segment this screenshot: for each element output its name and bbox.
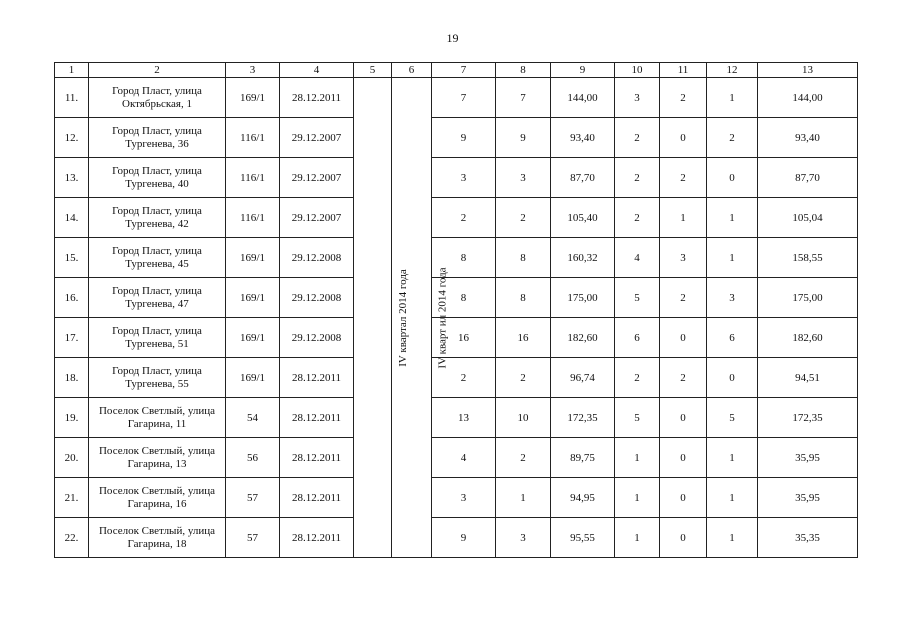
cell-area: 94,95 [551, 478, 615, 518]
cell-col8: 2 [496, 358, 551, 398]
cell-col11: 0 [660, 478, 707, 518]
cell-col13: 93,40 [758, 118, 858, 158]
cell-area: 89,75 [551, 438, 615, 478]
cell-col8: 8 [496, 278, 551, 318]
address-line-2: Тургенева, 55 [125, 377, 189, 390]
cell-col11: 2 [660, 158, 707, 198]
document-date: 28.12.2011 [280, 438, 354, 478]
cell-col13: 87,70 [758, 158, 858, 198]
row-number: 14. [55, 198, 89, 238]
cell-col13: 144,00 [758, 78, 858, 118]
cell-col11: 2 [660, 358, 707, 398]
row-number: 21. [55, 478, 89, 518]
cell-col10: 5 [615, 278, 660, 318]
address-line-1: Поселок Светлый, улица [98, 524, 215, 537]
cell-col7: 7 [432, 78, 496, 118]
document-number: 169/1 [226, 238, 280, 278]
address-line-2: Тургенева, 51 [125, 337, 189, 350]
document-number: 57 [226, 518, 280, 558]
address-line-1: Поселок Светлый, улица [98, 444, 215, 457]
address-line-2: Гагарина, 16 [127, 497, 187, 510]
address-cell [89, 198, 226, 238]
column-header: 4 [280, 63, 354, 78]
row-number: 18. [55, 358, 89, 398]
cell-col13: 158,55 [758, 238, 858, 278]
cell-col10: 4 [615, 238, 660, 278]
cell-col12: 3 [707, 278, 758, 318]
row-number: 20. [55, 438, 89, 478]
cell-area: 175,00 [551, 278, 615, 318]
address-line-1: Город Пласт, улица [112, 124, 202, 137]
cell-col12: 1 [707, 78, 758, 118]
column-header: 8 [496, 63, 551, 78]
address-line-1: Город Пласт, улица [112, 284, 202, 297]
address-line-2: Тургенева, 40 [125, 177, 189, 190]
cell-col12: 1 [707, 518, 758, 558]
cell-area: 87,70 [551, 158, 615, 198]
table-row [55, 478, 858, 518]
cell-col8: 9 [496, 118, 551, 158]
address-line-2: Октябрьская, 1 [122, 97, 192, 110]
cell-col12: 6 [707, 318, 758, 358]
cell-col12: 1 [707, 198, 758, 238]
cell-col11: 1 [660, 198, 707, 238]
cell-area: 95,55 [551, 518, 615, 558]
cell-col7: 3 [432, 478, 496, 518]
cell-col11: 3 [660, 238, 707, 278]
table-row [55, 438, 858, 478]
cell-col10: 2 [615, 118, 660, 158]
row-number: 13. [55, 158, 89, 198]
cell-col7: 3 [432, 158, 496, 198]
column-header: 11 [660, 63, 707, 78]
vertical-period-text: IV кварт ил 2014 года [436, 266, 449, 369]
cell-col11: 0 [660, 518, 707, 558]
cell-col10: 2 [615, 358, 660, 398]
table-row [55, 518, 858, 558]
column-header: 6 [392, 63, 432, 78]
address-cell [89, 118, 226, 158]
address-cell [89, 238, 226, 278]
cell-col7: 2 [432, 198, 496, 238]
row-number: 16. [55, 278, 89, 318]
cell-col7: 4 [432, 438, 496, 478]
cell-col8: 7 [496, 78, 551, 118]
address-cell [89, 158, 226, 198]
document-date: 29.12.2007 [280, 158, 354, 198]
document-number: 56 [226, 438, 280, 478]
document-date: 29.12.2008 [280, 238, 354, 278]
cell-col13: 175,00 [758, 278, 858, 318]
document-date: 29.12.2007 [280, 198, 354, 238]
cell-col11: 0 [660, 438, 707, 478]
address-line-2: Тургенева, 36 [125, 137, 189, 150]
document-date: 28.12.2011 [280, 358, 354, 398]
cell-col13: 35,95 [758, 438, 858, 478]
cell-col7: 8 [432, 278, 496, 318]
row-number: 12. [55, 118, 89, 158]
cell-col8: 16 [496, 318, 551, 358]
address-line-2: Гагарина, 11 [127, 417, 187, 430]
cell-col12: 2 [707, 118, 758, 158]
cell-col12: 1 [707, 238, 758, 278]
column-header: 5 [354, 63, 392, 78]
table-row [55, 238, 858, 278]
document-number: 116/1 [226, 158, 280, 198]
cell-col10: 1 [615, 478, 660, 518]
cell-col11: 0 [660, 318, 707, 358]
address-cell [89, 438, 226, 478]
row-number: 11. [55, 78, 89, 118]
document-date: 29.12.2007 [280, 118, 354, 158]
document-number: 169/1 [226, 318, 280, 358]
address-cell [89, 278, 226, 318]
column-header: 9 [551, 63, 615, 78]
cell-col13: 94,51 [758, 358, 858, 398]
cell-col11: 0 [660, 398, 707, 438]
document-date: 28.12.2011 [280, 518, 354, 558]
period-column-6 [392, 78, 449, 558]
cell-col10: 5 [615, 398, 660, 438]
address-cell [89, 398, 226, 438]
cell-col10: 3 [615, 78, 660, 118]
cell-col7: 2 [432, 358, 496, 398]
cell-col13: 35,35 [758, 518, 858, 558]
cell-col12: 0 [707, 158, 758, 198]
cell-area: 144,00 [551, 78, 615, 118]
document-number: 169/1 [226, 78, 280, 118]
cell-area: 182,60 [551, 318, 615, 358]
header-row [55, 63, 858, 78]
cell-col8: 3 [496, 158, 551, 198]
row-number: 17. [55, 318, 89, 358]
document-date: 29.12.2008 [280, 318, 354, 358]
document-number: 57 [226, 478, 280, 518]
table-row [55, 278, 858, 318]
document-number: 116/1 [226, 198, 280, 238]
vertical-period-text: IV квартал 2014 года [396, 268, 409, 367]
address-cell [89, 318, 226, 358]
column-header: 12 [707, 63, 758, 78]
cell-col10: 1 [615, 518, 660, 558]
document-date: 29.12.2008 [280, 278, 354, 318]
address-line-1: Город Пласт, улица [112, 324, 202, 337]
cell-col11: 2 [660, 278, 707, 318]
table-row [55, 118, 858, 158]
cell-area: 96,74 [551, 358, 615, 398]
address-cell [89, 518, 226, 558]
cell-col7: 16 [432, 318, 496, 358]
table-row [55, 318, 858, 358]
cell-col13: 182,60 [758, 318, 858, 358]
column-header: 13 [758, 63, 858, 78]
cell-col10: 6 [615, 318, 660, 358]
cell-col8: 8 [496, 238, 551, 278]
address-cell [89, 78, 226, 118]
document-date: 28.12.2011 [280, 478, 354, 518]
cell-col8: 3 [496, 518, 551, 558]
column-header: 7 [432, 63, 496, 78]
cell-col13: 105,04 [758, 198, 858, 238]
cell-col8: 1 [496, 478, 551, 518]
cell-col7: 13 [432, 398, 496, 438]
address-cell [89, 358, 226, 398]
cell-col10: 1 [615, 438, 660, 478]
table-row [55, 158, 858, 198]
address-line-1: Поселок Светлый, улица [98, 484, 215, 497]
cell-area: 172,35 [551, 398, 615, 438]
address-line-2: Гагарина, 18 [127, 537, 187, 550]
address-line-1: Город Пласт, улица [112, 204, 202, 217]
cell-col7: 9 [432, 118, 496, 158]
cell-col11: 0 [660, 118, 707, 158]
address-line-1: Город Пласт, улица [112, 244, 202, 257]
row-number: 19. [55, 398, 89, 438]
cell-col12: 0 [707, 358, 758, 398]
address-cell [89, 478, 226, 518]
address-line-1: Поселок Светлый, улица [98, 404, 215, 417]
column-header: 2 [89, 63, 226, 78]
column-header: 3 [226, 63, 280, 78]
cell-col10: 2 [615, 158, 660, 198]
document-number: 169/1 [226, 278, 280, 318]
row-number: 22. [55, 518, 89, 558]
cell-area: 160,32 [551, 238, 615, 278]
table-row [55, 398, 858, 438]
cell-col11: 2 [660, 78, 707, 118]
table-row [55, 78, 858, 118]
address-line-2: Тургенева, 45 [125, 257, 189, 270]
cell-col12: 1 [707, 478, 758, 518]
cell-col7: 8 [432, 238, 496, 278]
column-header: 1 [55, 63, 89, 78]
period-column-5 [354, 78, 409, 558]
address-line-1: Город Пласт, улица [112, 164, 202, 177]
table-row [55, 198, 858, 238]
row-number: 15. [55, 238, 89, 278]
address-line-2: Гагарина, 13 [127, 457, 187, 470]
cell-col13: 35,95 [758, 478, 858, 518]
address-line-1: Город Пласт, улица [112, 364, 202, 377]
document-date: 28.12.2011 [280, 78, 354, 118]
document-date: 28.12.2011 [280, 398, 354, 438]
document-number: 116/1 [226, 118, 280, 158]
cell-col8: 10 [496, 398, 551, 438]
address-line-2: Тургенева, 42 [125, 217, 189, 230]
cell-area: 93,40 [551, 118, 615, 158]
document-number: 169/1 [226, 358, 280, 398]
table-row [55, 358, 858, 398]
cell-col8: 2 [496, 438, 551, 478]
page-number: 19 [446, 31, 459, 45]
cell-col12: 1 [707, 438, 758, 478]
cell-area: 105,40 [551, 198, 615, 238]
document-table [54, 62, 858, 558]
cell-col13: 172,35 [758, 398, 858, 438]
address-line-2: Тургенева, 47 [125, 297, 189, 310]
cell-col10: 2 [615, 198, 660, 238]
document-number: 54 [226, 398, 280, 438]
cell-col8: 2 [496, 198, 551, 238]
cell-col7: 9 [432, 518, 496, 558]
cell-col12: 5 [707, 398, 758, 438]
address-line-1: Город Пласт, улица [112, 84, 202, 97]
column-header: 10 [615, 63, 660, 78]
